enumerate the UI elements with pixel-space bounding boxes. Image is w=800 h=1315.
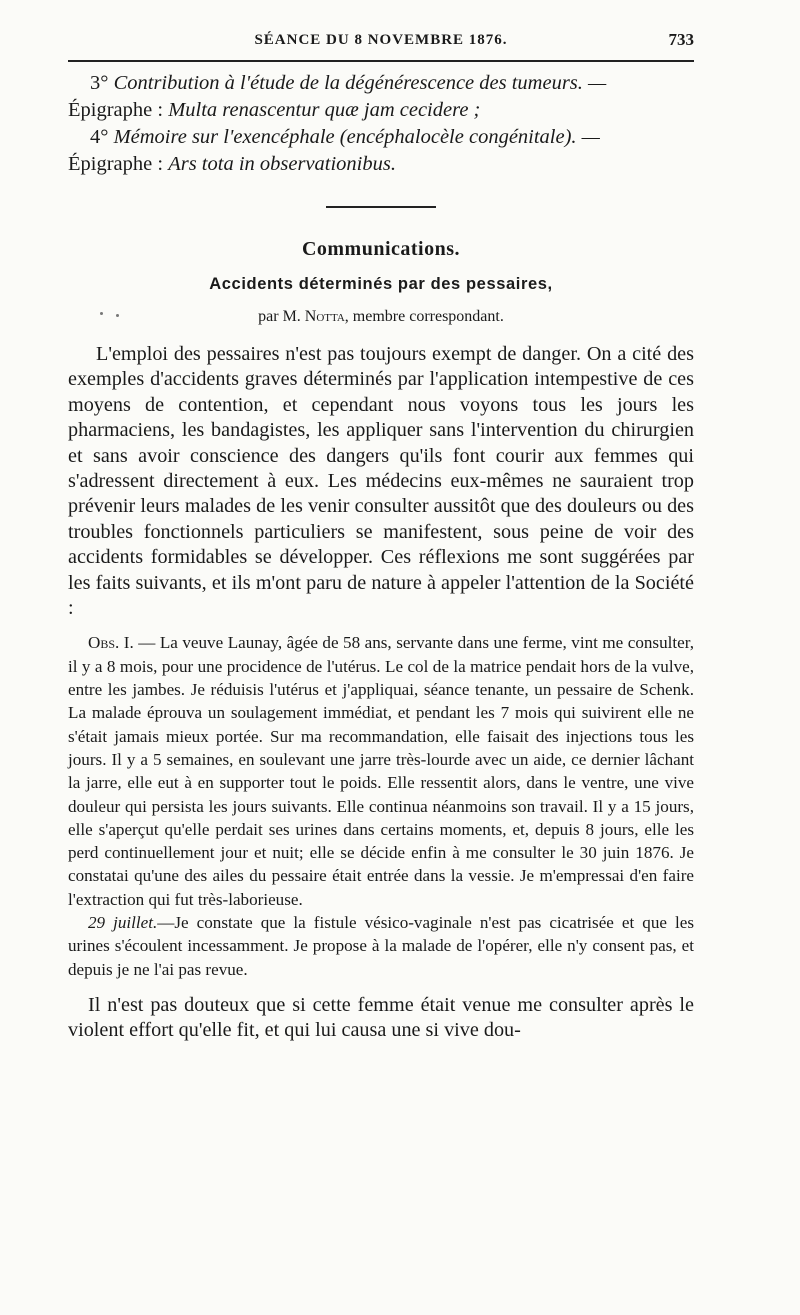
header-rule (68, 60, 694, 62)
observation-text: — La veuve Launay, âgée de 58 ans, servante dans une ferme, vint me consulter, il y a 8 mois, pour une procidence de l'utérus. Le col de la matrice pendait hors de la vulve, entre les jambes. Je réduisis l'utérus et j'appliquai, séance tenante, un pessaire de Schenk. La malade éprouva un soulagement immédiat, et pendant les 7 mois qui suivirent elle ne s'était jamais mieux portée. Sur ma recommandation, elle faisait des injections tous les jours. Il y a 5 semaines, en soulevant une jarre très-lourde avec un aide, ce dernier lâchant la jarre, elle eut à en supporter tout le poids. Elle ressentit alors, dans le ventre, une vive douleur qui persista les jours suivants. Elle continua néanmoins son travail. Il y a 15 jours, elle s'aperçut qu'elle perdait ses urines dans certains moments, et, depuis 8 jours, elle les perd continuellement jour et nuit; elle se décide enfin à me consulter le 30 juin 1876. Je constatai qu'une des ailes du pessaire était entrée dans la vessie. Je m'empressai d'en faire l'extraction qui fut très-laborieuse. (68, 633, 694, 909)
followup-date: 29 juillet. (88, 913, 158, 933)
section-divider (326, 206, 436, 208)
article-title: Accidents déterminés par des pessaires, (209, 275, 553, 293)
entry-4-number: 4° (90, 126, 109, 148)
byline (68, 308, 694, 326)
entry-3-title (68, 70, 694, 97)
running-head-title: SÉANCE DU 8 NOVEMBRE 1876. (254, 32, 508, 48)
closing-text (68, 993, 694, 1044)
entry-list (68, 70, 694, 178)
entry-4-epigraph-label: Épigraphe : (68, 153, 164, 175)
running-head (68, 26, 694, 56)
entry-4-epigraph-text: Ars tota in observationibus. (168, 153, 396, 175)
entry-3-epigraph (68, 97, 694, 124)
entry-4-title-text: Mémoire sur l'exencéphale (113, 126, 335, 148)
print-speck (100, 312, 103, 315)
body-paragraph: L'emploi des pessaires n'est pas toujours exempt de danger. On a cité des exemples d'accidents graves déterminés par l'application intempestive de ces moyens de contention, et cependant nous voyons tous les jours les pharmaciens, les bandagistes, les appliquer sans l'intervention du chirurgien et sans avoir conscience des dangers qu'ils font courir aux femmes qui s'adressent directement à eux. Les médecins eux-mêmes ne sauraient trop prévenir leurs malades de les venir consulter aussitôt que des douleurs ou des troubles fonctionnels particuliers se manifestent, sous peine de voir des accidents formidables se développer. Ces réflexions me sont suggérées par les faits suivants, et ils m'ont paru de nature à appeler l'attention de la Société : (68, 343, 694, 620)
closing-paragraph: Il n'est pas douteux que si cette femme était venue me consulter après le violent effort qu'elle fit, et qui lui causa une si vive dou- (68, 993, 694, 1042)
followup-paragraph (68, 911, 694, 981)
entry-3-epigraph-label: Épigraphe : (68, 99, 164, 121)
print-speck (116, 314, 119, 317)
body-text (68, 342, 694, 621)
entry-4-epigraph (68, 151, 694, 178)
followup-text: —Je constate que la fistule vésico-vaginale n'est pas cicatrisée et que les urines s'écoulent incessamment. Je propose à la malade de l'opérer, elle n'y consent pas, et depuis je ne l'ai pas revue. (68, 913, 694, 979)
entry-3-epigraph-text: Multa renascentur quæ jam cecidere ; (168, 99, 481, 121)
entry-4-title-paren: (encéphalocèle congénitale). — (339, 126, 600, 148)
entry-3-title-text: Contribution à l'étude de la dégénérescence des tumeurs. — (113, 72, 607, 94)
observation-block (68, 631, 694, 980)
byline-prefix: par M. (258, 308, 301, 325)
byline-suffix: , membre correspondant. (344, 308, 504, 325)
byline-author: Notta (304, 308, 345, 325)
section-title: Communications. (301, 238, 461, 260)
page-number: 733 (668, 30, 694, 49)
observation-label: Obs. I. (88, 633, 134, 653)
entry-4-title (68, 124, 694, 151)
document-page (68, 26, 694, 1044)
entry-3-number: 3° (90, 72, 109, 94)
observation-paragraph (68, 631, 694, 911)
